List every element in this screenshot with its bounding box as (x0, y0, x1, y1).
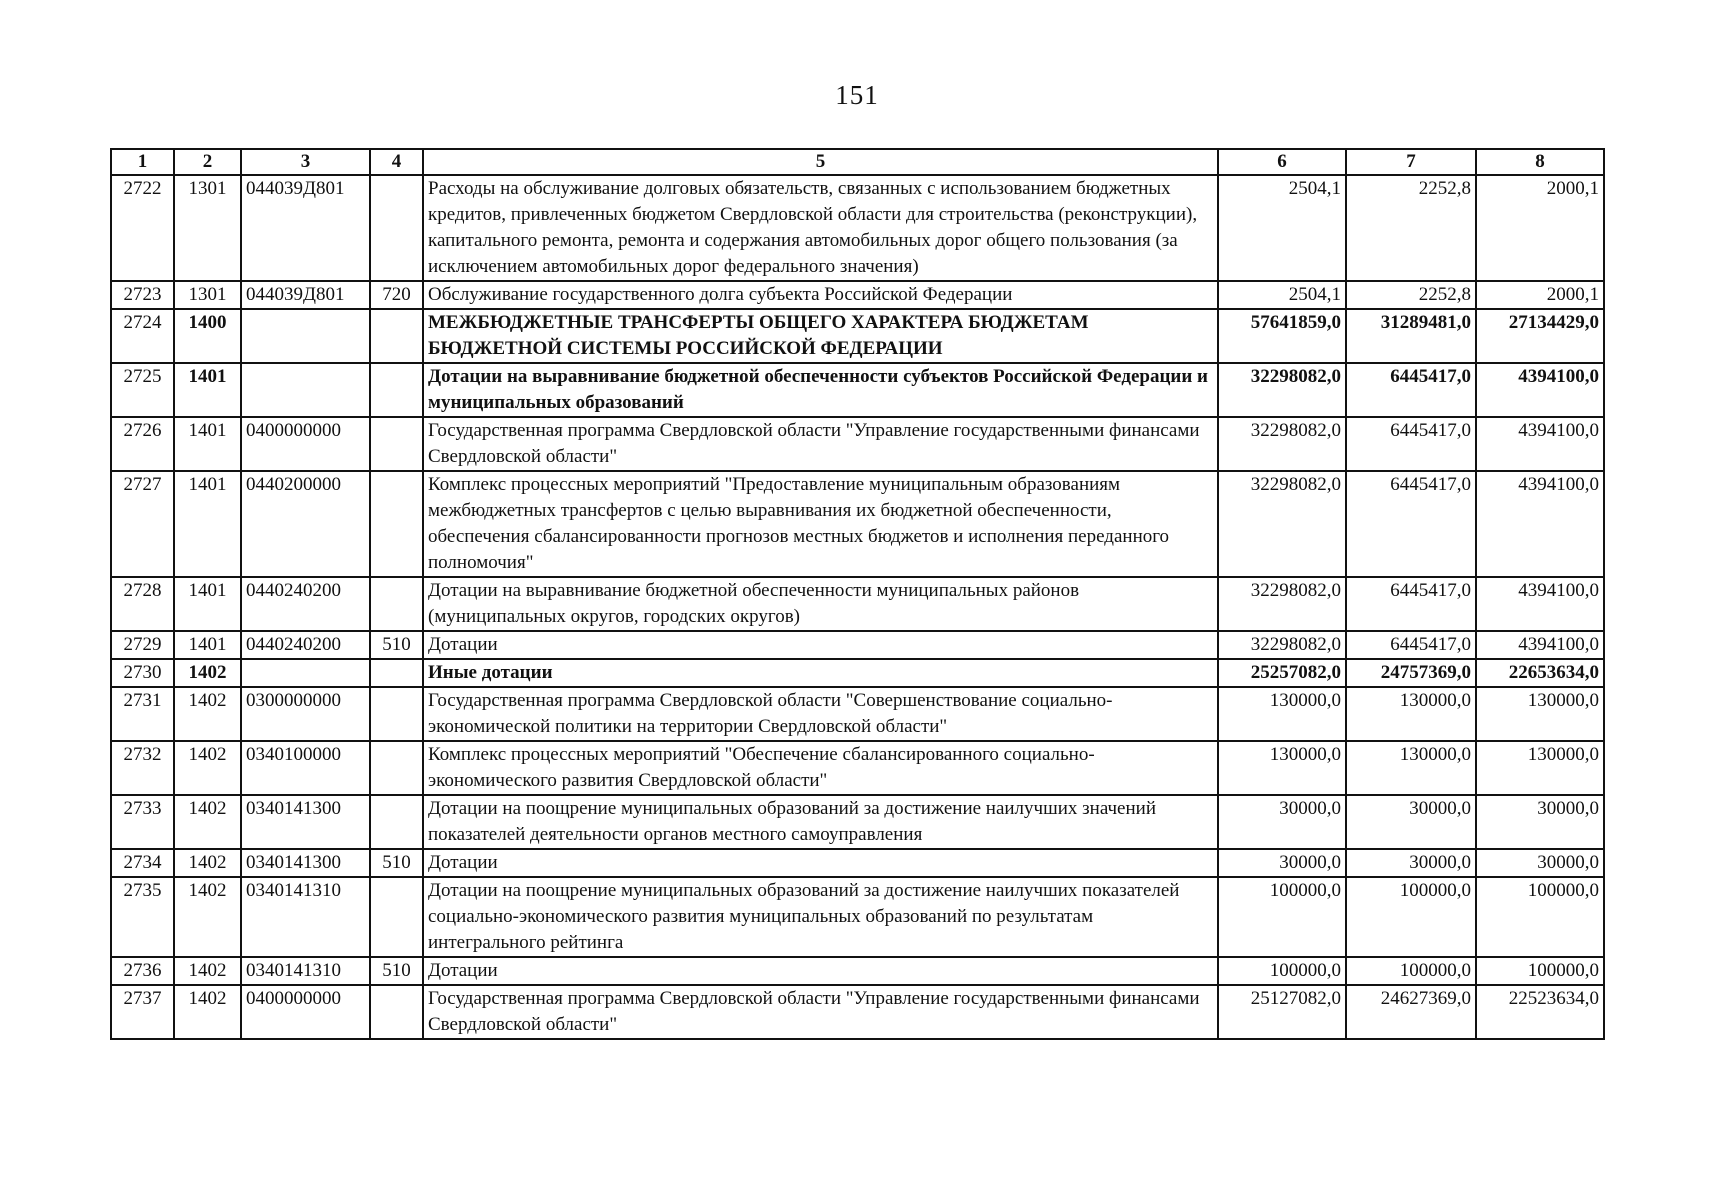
column-header: 5 (423, 149, 1218, 175)
table-row (111, 795, 1604, 849)
section-code-cell: 1402 (174, 985, 241, 1039)
item-name-cell: Обслуживание государственного долга субъекта Российской Федерации (423, 281, 1218, 309)
section-code-cell: 1401 (174, 363, 241, 417)
amount-col8-cell: 4394100,0 (1476, 471, 1604, 577)
section-code-cell: 1400 (174, 309, 241, 363)
expense-type-cell (370, 795, 423, 849)
amount-col8-cell: 130000,0 (1476, 741, 1604, 795)
expense-type-cell (370, 741, 423, 795)
row-number-cell: 2731 (111, 687, 174, 741)
expense-type-cell (370, 659, 423, 687)
amount-col8-cell: 22653634,0 (1476, 659, 1604, 687)
amount-col7-cell: 6445417,0 (1346, 417, 1476, 471)
amount-col8-cell: 22523634,0 (1476, 985, 1604, 1039)
row-number-cell: 2727 (111, 471, 174, 577)
page-number: 151 (835, 80, 879, 110)
expense-type-cell: 510 (370, 849, 423, 877)
item-name-cell: Расходы на обслуживание долговых обязательств, связанных с использованием бюджетных кредитов, привлеченных бюджетом Свердловской области для строительства (реконструкции), капитального ремонта, ремонта и содержания автомобильных дорог общего пользования (за исключением автомобильных дорог федерального значения) (423, 175, 1218, 281)
section-code-cell: 1401 (174, 631, 241, 659)
row-number-cell: 2722 (111, 175, 174, 281)
table-row (111, 577, 1604, 631)
amount-col8-cell: 4394100,0 (1476, 417, 1604, 471)
table-row (111, 877, 1604, 957)
item-name-cell: Комплекс процессных мероприятий "Предоставление муниципальным образованиям межбюджетных трансфертов с целью выравнивания их бюджетной обеспеченности, обеспечения сбалансированности прогнозов местных бюджетов и исполнения переданного полномочия" (423, 471, 1218, 577)
amount-col6-cell: 32298082,0 (1218, 417, 1346, 471)
table-row (111, 175, 1604, 281)
target-code-cell: 0440240200 (241, 631, 370, 659)
section-code-cell: 1402 (174, 849, 241, 877)
item-name-cell: Дотации на поощрение муниципальных образований за достижение наилучших значений показателей деятельности органов местного самоуправления (423, 795, 1218, 849)
section-code-cell: 1402 (174, 957, 241, 985)
row-number-cell: 2728 (111, 577, 174, 631)
amount-col6-cell: 32298082,0 (1218, 363, 1346, 417)
row-number-cell: 2724 (111, 309, 174, 363)
target-code-cell: 0340141310 (241, 877, 370, 957)
item-name-cell: Дотации на выравнивание бюджетной обеспеченности субъектов Российской Федерации и муниципальных образований (423, 363, 1218, 417)
item-name-cell: Дотации (423, 957, 1218, 985)
table-row (111, 309, 1604, 363)
expense-type-cell: 510 (370, 631, 423, 659)
target-code-cell: 0440200000 (241, 471, 370, 577)
row-number-cell: 2729 (111, 631, 174, 659)
amount-col6-cell: 57641859,0 (1218, 309, 1346, 363)
target-code-cell: 0300000000 (241, 687, 370, 741)
table-body (111, 175, 1604, 1039)
amount-col6-cell: 30000,0 (1218, 795, 1346, 849)
column-header: 1 (111, 149, 174, 175)
table-row (111, 417, 1604, 471)
section-code-cell: 1402 (174, 659, 241, 687)
row-number-cell: 2736 (111, 957, 174, 985)
section-code-cell: 1401 (174, 471, 241, 577)
amount-col6-cell: 130000,0 (1218, 741, 1346, 795)
target-code-cell: 0340141300 (241, 849, 370, 877)
amount-col8-cell: 100000,0 (1476, 957, 1604, 985)
expense-type-cell (370, 985, 423, 1039)
target-code-cell: 0440240200 (241, 577, 370, 631)
amount-col7-cell: 6445417,0 (1346, 631, 1476, 659)
amount-col7-cell: 31289481,0 (1346, 309, 1476, 363)
row-number-cell: 2732 (111, 741, 174, 795)
row-number-cell: 2723 (111, 281, 174, 309)
amount-col6-cell: 32298082,0 (1218, 471, 1346, 577)
item-name-cell: Дотации на выравнивание бюджетной обеспеченности муниципальных районов (муниципальных округов, городских округов) (423, 577, 1218, 631)
section-code-cell: 1401 (174, 417, 241, 471)
expense-type-cell (370, 309, 423, 363)
header-row (111, 149, 1604, 175)
amount-col6-cell: 2504,1 (1218, 175, 1346, 281)
amount-col8-cell: 2000,1 (1476, 281, 1604, 309)
amount-col7-cell: 6445417,0 (1346, 471, 1476, 577)
table-row (111, 741, 1604, 795)
target-code-cell (241, 309, 370, 363)
amount-col8-cell: 4394100,0 (1476, 363, 1604, 417)
amount-col7-cell: 100000,0 (1346, 877, 1476, 957)
column-header: 2 (174, 149, 241, 175)
section-code-cell: 1402 (174, 741, 241, 795)
expense-type-cell (370, 877, 423, 957)
expense-type-cell (370, 471, 423, 577)
amount-col8-cell: 4394100,0 (1476, 631, 1604, 659)
amount-col7-cell: 30000,0 (1346, 849, 1476, 877)
amount-col6-cell: 25127082,0 (1218, 985, 1346, 1039)
amount-col7-cell: 24757369,0 (1346, 659, 1476, 687)
row-number-cell: 2733 (111, 795, 174, 849)
row-number-cell: 2735 (111, 877, 174, 957)
section-code-cell: 1301 (174, 281, 241, 309)
budget-table (110, 148, 1605, 1040)
amount-col7-cell: 24627369,0 (1346, 985, 1476, 1039)
target-code-cell (241, 363, 370, 417)
column-header: 3 (241, 149, 370, 175)
table-row (111, 281, 1604, 309)
item-name-cell: Дотации на поощрение муниципальных образований за достижение наилучших показателей социально-экономического развития муниципальных образований по результатам интегрального рейтинга (423, 877, 1218, 957)
item-name-cell: Иные дотации (423, 659, 1218, 687)
amount-col6-cell: 130000,0 (1218, 687, 1346, 741)
item-name-cell: Комплекс процессных мероприятий "Обеспечение сбалансированного социально-экономического развития Свердловской области" (423, 741, 1218, 795)
table-row (111, 363, 1604, 417)
amount-col6-cell: 100000,0 (1218, 877, 1346, 957)
item-name-cell: Государственная программа Свердловской области "Совершенствование социально-экономической политики на территории Свердловской области" (423, 687, 1218, 741)
section-code-cell: 1402 (174, 687, 241, 741)
amount-col8-cell: 100000,0 (1476, 877, 1604, 957)
amount-col8-cell: 30000,0 (1476, 795, 1604, 849)
section-code-cell: 1402 (174, 795, 241, 849)
target-code-cell: 0340141310 (241, 957, 370, 985)
item-name-cell: Государственная программа Свердловской области "Управление государственными финансами Свердловской области" (423, 417, 1218, 471)
section-code-cell: 1301 (174, 175, 241, 281)
amount-col7-cell: 130000,0 (1346, 741, 1476, 795)
amount-col7-cell: 6445417,0 (1346, 577, 1476, 631)
table-row (111, 631, 1604, 659)
table-row (111, 985, 1604, 1039)
item-name-cell: МЕЖБЮДЖЕТНЫЕ ТРАНСФЕРТЫ ОБЩЕГО ХАРАКТЕРА БЮДЖЕТАМ БЮДЖЕТНОЙ СИСТЕМЫ РОССИЙСКОЙ ФЕДЕРАЦИИ (423, 309, 1218, 363)
target-code-cell: 0400000000 (241, 985, 370, 1039)
target-code-cell: 044039Д801 (241, 175, 370, 281)
expense-type-cell (370, 577, 423, 631)
amount-col8-cell: 130000,0 (1476, 687, 1604, 741)
expense-type-cell (370, 417, 423, 471)
row-number-cell: 2734 (111, 849, 174, 877)
table-row (111, 471, 1604, 577)
expense-type-cell: 510 (370, 957, 423, 985)
amount-col6-cell: 25257082,0 (1218, 659, 1346, 687)
target-code-cell (241, 659, 370, 687)
row-number-cell: 2725 (111, 363, 174, 417)
table-row (111, 849, 1604, 877)
section-code-cell: 1401 (174, 577, 241, 631)
amount-col8-cell: 30000,0 (1476, 849, 1604, 877)
amount-col7-cell: 100000,0 (1346, 957, 1476, 985)
amount-col8-cell: 2000,1 (1476, 175, 1604, 281)
amount-col7-cell: 130000,0 (1346, 687, 1476, 741)
amount-col6-cell: 2504,1 (1218, 281, 1346, 309)
amount-col6-cell: 32298082,0 (1218, 577, 1346, 631)
amount-col8-cell: 27134429,0 (1476, 309, 1604, 363)
amount-col6-cell: 100000,0 (1218, 957, 1346, 985)
amount-col7-cell: 6445417,0 (1346, 363, 1476, 417)
table-row (111, 687, 1604, 741)
amount-col6-cell: 32298082,0 (1218, 631, 1346, 659)
column-header: 6 (1218, 149, 1346, 175)
amount-col6-cell: 30000,0 (1218, 849, 1346, 877)
expense-type-cell (370, 175, 423, 281)
row-number-cell: 2737 (111, 985, 174, 1039)
column-header: 8 (1476, 149, 1604, 175)
target-code-cell: 044039Д801 (241, 281, 370, 309)
amount-col7-cell: 2252,8 (1346, 281, 1476, 309)
row-number-cell: 2730 (111, 659, 174, 687)
section-code-cell: 1402 (174, 877, 241, 957)
table-row (111, 659, 1604, 687)
amount-col7-cell: 30000,0 (1346, 795, 1476, 849)
target-code-cell: 0340141300 (241, 795, 370, 849)
item-name-cell: Дотации (423, 631, 1218, 659)
row-number-cell: 2726 (111, 417, 174, 471)
target-code-cell: 0400000000 (241, 417, 370, 471)
expense-type-cell (370, 687, 423, 741)
table-row (111, 957, 1604, 985)
item-name-cell: Дотации (423, 849, 1218, 877)
expense-type-cell (370, 363, 423, 417)
amount-col8-cell: 4394100,0 (1476, 577, 1604, 631)
column-header: 4 (370, 149, 423, 175)
amount-col7-cell: 2252,8 (1346, 175, 1476, 281)
item-name-cell: Государственная программа Свердловской области "Управление государственными финансами Свердловской области" (423, 985, 1218, 1039)
expense-type-cell: 720 (370, 281, 423, 309)
target-code-cell: 0340100000 (241, 741, 370, 795)
column-header: 7 (1346, 149, 1476, 175)
